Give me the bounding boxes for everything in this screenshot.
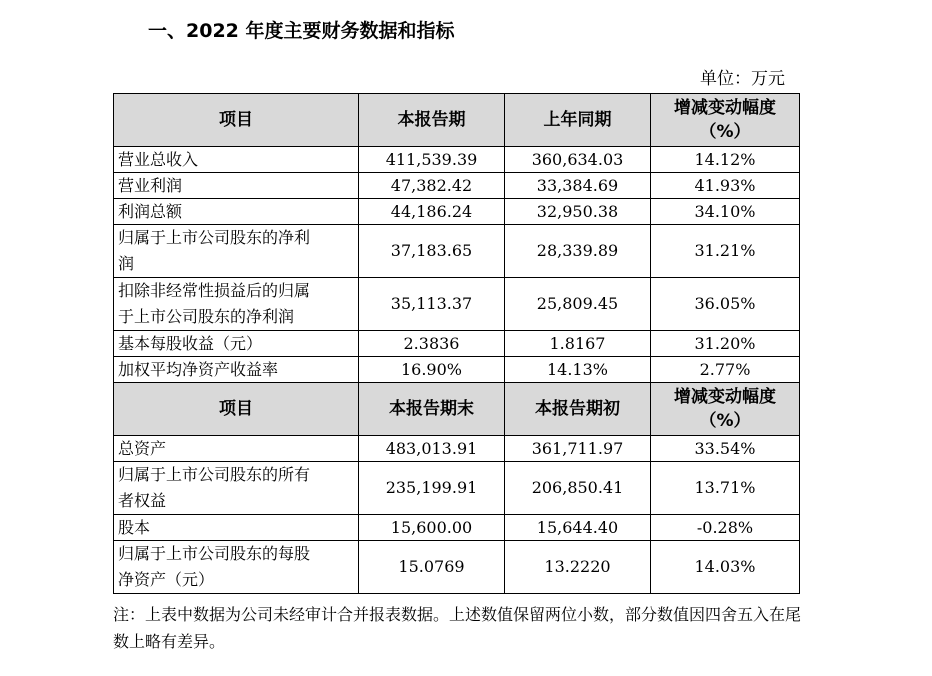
row-label: 加权平均净资产收益率 xyxy=(114,357,359,383)
prior-value: 14.13% xyxy=(505,357,651,383)
row-label: 总资产 xyxy=(114,436,359,462)
prior-value: 361,711.97 xyxy=(505,436,651,462)
prior-value: 13.2220 xyxy=(505,541,651,594)
table-row xyxy=(114,147,800,173)
row-label: 营业总收入 xyxy=(114,147,359,173)
row-label: 利润总额 xyxy=(114,199,359,225)
table-header-row xyxy=(114,383,800,436)
header-cell: 本报告期初 xyxy=(505,383,651,436)
change-value: 14.12% xyxy=(651,147,800,173)
row-label: 股本 xyxy=(114,515,359,541)
current-value: 15,600.00 xyxy=(359,515,505,541)
row-label: 归属于上市公司股东的净利 润 xyxy=(114,225,359,278)
current-value: 47,382.42 xyxy=(359,173,505,199)
table-row xyxy=(114,278,800,331)
change-value: 33.54% xyxy=(651,436,800,462)
table-row xyxy=(114,462,800,515)
prior-value: 33,384.69 xyxy=(505,173,651,199)
header-cell: 增减变动幅度 （%） xyxy=(651,383,800,436)
financial-data-table xyxy=(113,93,800,594)
prior-value: 25,809.45 xyxy=(505,278,651,331)
change-value: 34.10% xyxy=(651,199,800,225)
current-value: 16.90% xyxy=(359,357,505,383)
change-value: 14.03% xyxy=(651,541,800,594)
change-value: -0.28% xyxy=(651,515,800,541)
row-label: 扣除非经常性损益后的归属 于上市公司股东的净利润 xyxy=(114,278,359,331)
table-row xyxy=(114,173,800,199)
current-value: 411,539.39 xyxy=(359,147,505,173)
current-value: 37,183.65 xyxy=(359,225,505,278)
current-value: 483,013.91 xyxy=(359,436,505,462)
table-row xyxy=(114,199,800,225)
table-row xyxy=(114,357,800,383)
header-cell: 项目 xyxy=(114,94,359,147)
change-value: 2.77% xyxy=(651,357,800,383)
current-value: 44,186.24 xyxy=(359,199,505,225)
unit-label: 单位：万元 xyxy=(700,69,785,89)
row-label: 营业利润 xyxy=(114,173,359,199)
header-cell: 增减变动幅度 （%） xyxy=(651,94,800,147)
header-cell: 上年同期 xyxy=(505,94,651,147)
row-label: 归属于上市公司股东的所有 者权益 xyxy=(114,462,359,515)
row-label: 基本每股收益（元） xyxy=(114,331,359,357)
footnote: 注：上表中数据为公司未经审计合并报表数据。上述数值保留两位小数，部分数值因四舍五入在尾数上略有差异。 xyxy=(113,605,802,651)
table-row xyxy=(114,225,800,278)
row-label: 归属于上市公司股东的每股 净资产（元） xyxy=(114,541,359,594)
prior-value: 15,644.40 xyxy=(505,515,651,541)
current-value: 15.0769 xyxy=(359,541,505,594)
header-cell: 本报告期 xyxy=(359,94,505,147)
table-header-row xyxy=(114,94,800,147)
prior-value: 32,950.38 xyxy=(505,199,651,225)
change-value: 36.05% xyxy=(651,278,800,331)
prior-value: 206,850.41 xyxy=(505,462,651,515)
table-row xyxy=(114,515,800,541)
change-value: 31.21% xyxy=(651,225,800,278)
table-row xyxy=(114,331,800,357)
table-row xyxy=(114,436,800,462)
prior-value: 1.8167 xyxy=(505,331,651,357)
change-value: 31.20% xyxy=(651,331,800,357)
current-value: 235,199.91 xyxy=(359,462,505,515)
prior-value: 28,339.89 xyxy=(505,225,651,278)
current-value: 2.3836 xyxy=(359,331,505,357)
change-value: 41.93% xyxy=(651,173,800,199)
current-value: 35,113.37 xyxy=(359,278,505,331)
header-cell: 项目 xyxy=(114,383,359,436)
change-value: 13.71% xyxy=(651,462,800,515)
table-row xyxy=(114,541,800,594)
header-cell: 本报告期末 xyxy=(359,383,505,436)
section-title: 一、2022 年度主要财务数据和指标 xyxy=(148,20,455,42)
prior-value: 360,634.03 xyxy=(505,147,651,173)
